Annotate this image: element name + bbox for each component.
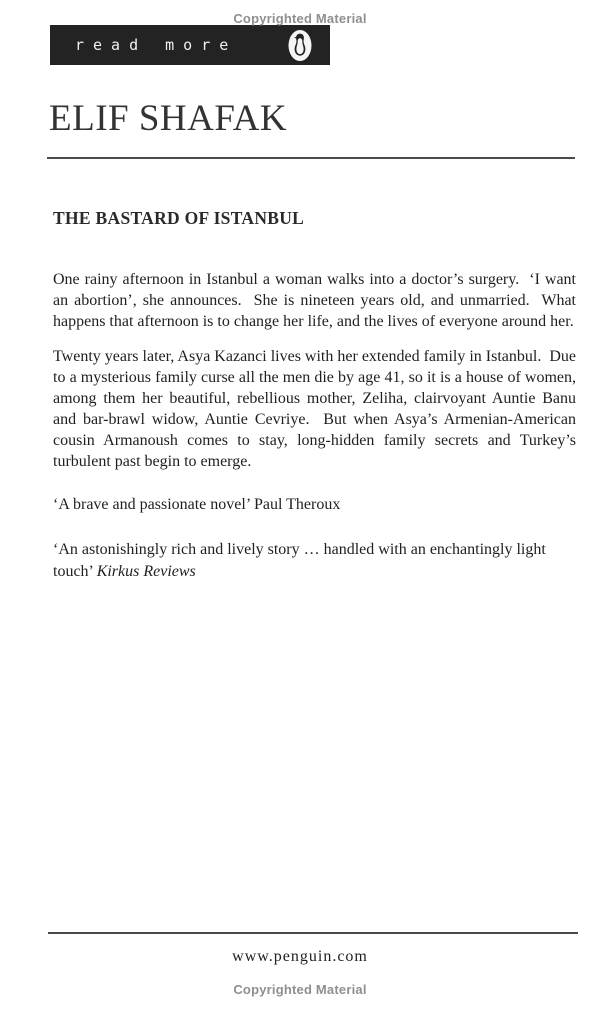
header-divider — [47, 157, 575, 159]
copyrighted-material-watermark-bottom: Copyrighted Material — [233, 982, 367, 997]
footer-divider — [48, 932, 578, 934]
review-2-text: ‘An astonishingly rich and lively story … handled with an enchantingly light touch’ — [53, 541, 546, 580]
review-1-source: Paul Theroux — [253, 496, 341, 513]
review-2-source: Kirkus Reviews — [96, 563, 196, 580]
review-quote-1 — [53, 494, 576, 516]
synopsis-paragraph-1: One rainy afternoon in Istanbul a woman walks into a doctor’s surgery. ‘I want an abortion’, she announces. She is nineteen years old, and unmarried. What happens that afternoon is to change her life, and the lives of everyone around her. — [53, 271, 580, 330]
review-1-text: ‘A brave and passionate novel’ — [53, 496, 250, 513]
review-quote-2 — [53, 539, 576, 583]
synopsis-paragraph-2: Twenty years later, Asya Kazanci lives with her extended family in Istanbul. Due to a mysterious family curse all the men die by age 41, so it is a house of women, among them her beautiful, rebellious mother, Zeliha, clairvoyant Auntie Banu and bar-brawl widow, Auntie Cevriye. But when Asya’s Armenian-American cousin Armanoush comes to stay, long-hidden family secrets and Turkey’s turbulent past begin to emerge. — [53, 348, 580, 470]
book-title: THE BASTARD OF ISTANBUL — [53, 208, 305, 228]
read-more-label: read more — [75, 36, 238, 54]
copyrighted-material-watermark-top: Copyrighted Material — [233, 11, 367, 26]
read-more-banner — [50, 25, 330, 65]
author-name: ELIF SHAFAK — [49, 98, 288, 139]
penguin-logo-icon — [287, 29, 313, 62]
publisher-website-url: www.penguin.com — [232, 948, 368, 965]
